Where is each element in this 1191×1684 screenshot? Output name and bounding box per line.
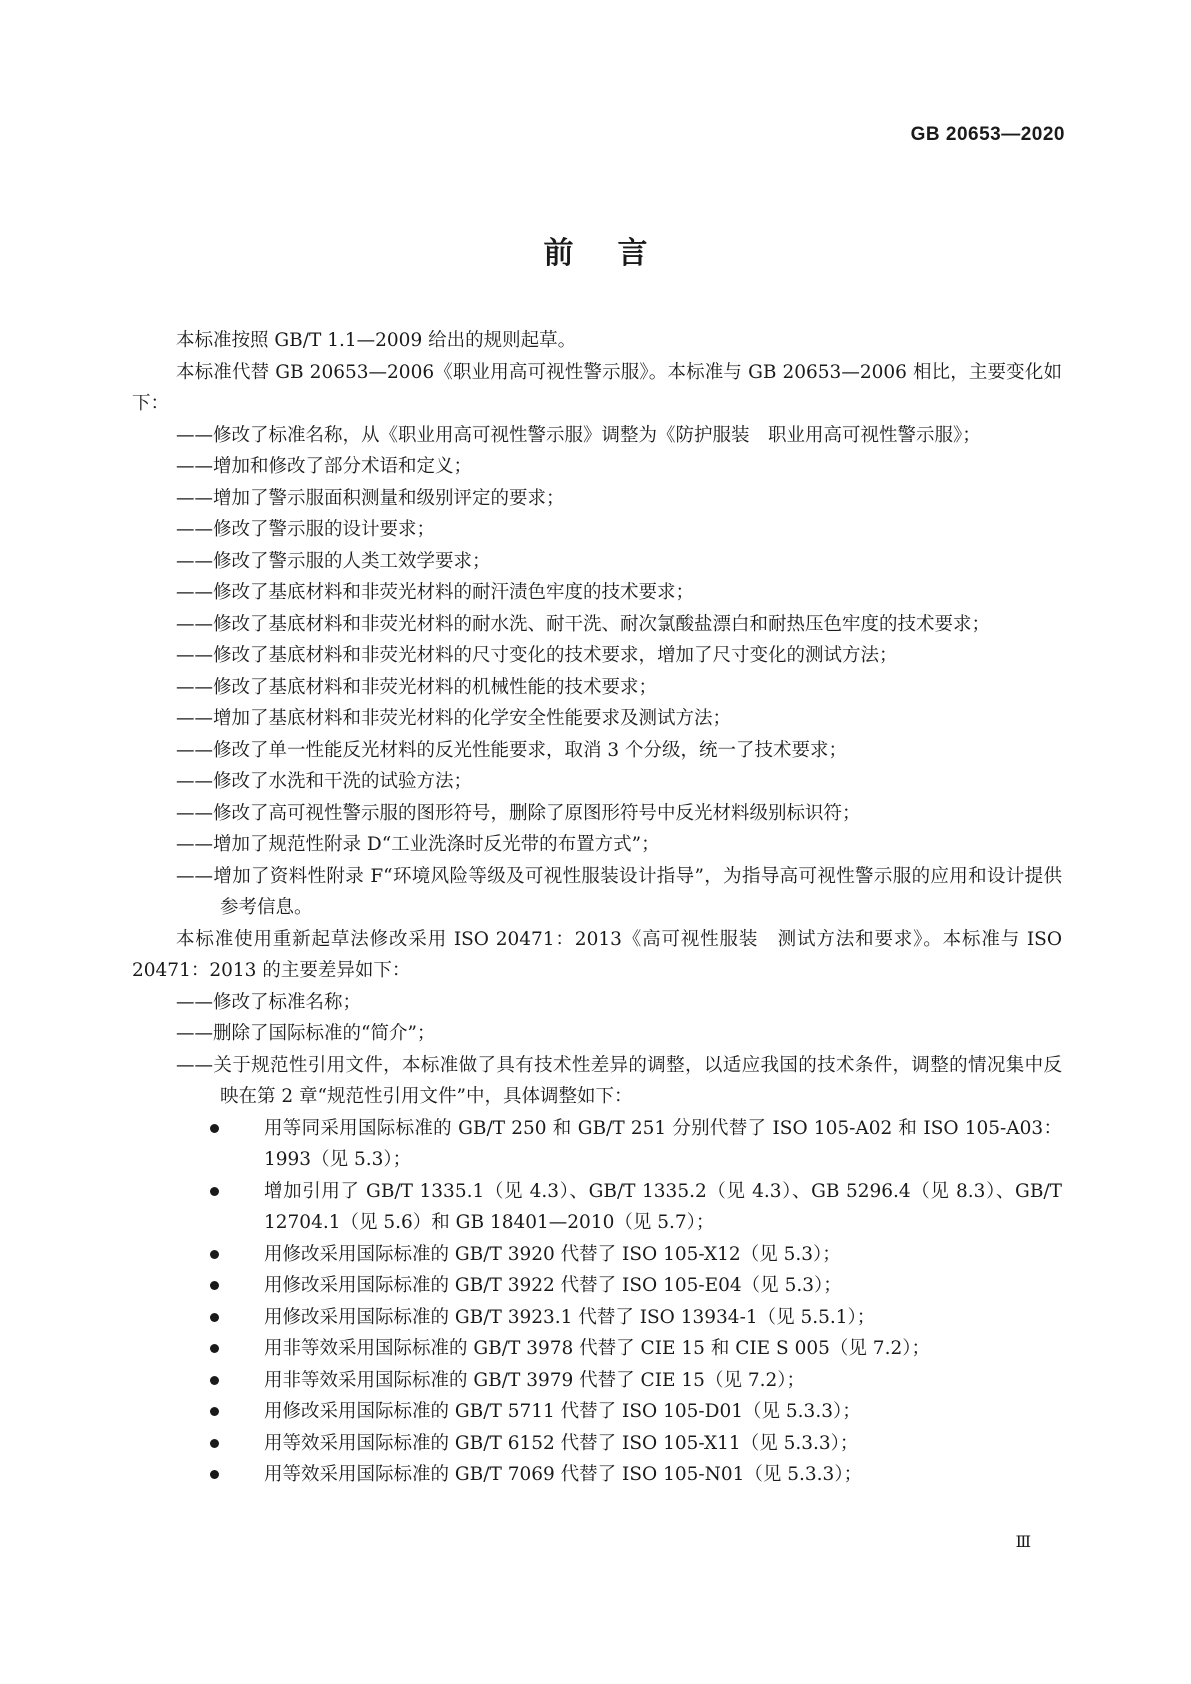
adjustment-text: 用非等效采用国际标准的 GB/T 3978 代替了 CIE 15 和 CIE S 005（见 7.2）；	[264, 1338, 930, 1359]
adjustment-item	[176, 1270, 1062, 1302]
bullet-icon	[210, 1187, 219, 1196]
adjustment-item	[176, 1365, 1062, 1397]
difference-item: ——关于规范性引用文件，本标准做了具有技术性差异的调整，以适应我国的技术条件，调整的情况集中反映在第 2 章“规范性引用文件”中，具体调整如下：	[176, 1054, 1062, 1107]
bullet-icon	[210, 1470, 219, 1479]
bullet-icon	[210, 1250, 219, 1259]
changes-list	[132, 420, 1062, 924]
document-body	[132, 325, 1062, 1491]
change-item: ——修改了单一性能反光材料的反光性能要求，取消 3 个分级，统一了技术要求；	[176, 739, 848, 761]
bullet-icon	[210, 1344, 219, 1353]
adjustment-text: 用修改采用国际标准的 GB/T 3920 代替了 ISO 105-X12（见 5.3）；	[264, 1243, 841, 1265]
adjustment-text: 增加引用了 GB/T 1335.1（见 4.3）、GB/T 1335.2（见 4.3）、GB 5296.4（见 8.3）、GB/T 12704.1（见 5.6）和 GB 18401—2010（见 5.7）；	[264, 1180, 1062, 1233]
change-item: ——修改了基底材料和非荧光材料的尺寸变化的技术要求，增加了尺寸变化的测试方法；	[176, 645, 898, 666]
adjustment-text: 用等效采用国际标准的 GB/T 6152 代替了 ISO 105-X11（见 5.3.3）；	[264, 1432, 859, 1454]
bullet-icon	[210, 1407, 219, 1416]
change-item: ——增加了基底材料和非荧光材料的化学安全性能要求及测试方法；	[176, 708, 732, 729]
change-item: ——增加了规范性附录 D“工业洗涤时反光带的布置方式”；	[176, 834, 660, 855]
adjustment-item	[176, 1302, 1062, 1334]
bullet-icon	[210, 1313, 219, 1322]
adjustment-item	[176, 1428, 1062, 1460]
adjustment-text: 用非等效采用国际标准的 GB/T 3979 代替了 CIE 15（见 7.2）；	[264, 1369, 805, 1391]
bullet-icon	[210, 1124, 219, 1133]
differences-list	[132, 987, 1062, 1113]
adjustment-text: 用等同采用国际标准的 GB/T 250 和 GB/T 251 分别代替了 ISO 105-A02 和 ISO 105-A03：1993（见 5.3）；	[264, 1117, 1062, 1170]
bullet-icon	[210, 1281, 219, 1290]
paragraph-iso-adoption: 本标准使用重新起草法修改采用 ISO 20471：2013《高可视性服装 测试方法和要求》。本标准与 ISO 20471：2013 的主要差异如下：	[132, 928, 1062, 981]
page-title: 前言	[543, 236, 692, 271]
change-item: ——增加了资料性附录 F“环境风险等级及可视性服装设计指导”，为指导高可视性警示服的应用和设计提供参考信息。	[176, 865, 1062, 918]
change-item: ——增加和修改了部分术语和定义；	[176, 456, 473, 477]
adjustment-text: 用修改采用国际标准的 GB/T 3923.1 代替了 ISO 13934-1（见 5.5.1）；	[264, 1306, 876, 1328]
paragraph-replaces: 本标准代替 GB 20653—2006《职业用高可视性警示服》。本标准与 GB 20653—2006 相比，主要变化如下：	[132, 361, 1062, 414]
adjustment-item	[176, 1113, 1062, 1176]
change-item: ——修改了基底材料和非荧光材料的耐汗渍色牢度的技术要求；	[176, 582, 695, 603]
change-item: ——增加了警示服面积测量和级别评定的要求；	[176, 487, 565, 509]
change-item: ——修改了高可视性警示服的图形符号，删除了原图形符号中反光材料级别标识符；	[176, 802, 861, 824]
change-item: ——修改了警示服的人类工效学要求；	[176, 550, 491, 572]
adjustment-text: 用修改采用国际标准的 GB/T 3922 代替了 ISO 105-E04（见 5.3）；	[264, 1275, 842, 1296]
standard-code: GB 20653—2020	[910, 124, 1065, 145]
bullet-icon	[210, 1439, 219, 1448]
adjustment-item	[176, 1239, 1062, 1271]
adjustment-text: 用等效采用国际标准的 GB/T 7069 代替了 ISO 105-N01（见 5.3.3）；	[264, 1464, 863, 1485]
page-number: Ⅲ	[1015, 1532, 1031, 1551]
change-item: ——修改了基底材料和非荧光材料的机械性能的技术要求；	[176, 676, 658, 698]
adjustment-item	[176, 1396, 1062, 1428]
adjustment-item	[176, 1176, 1062, 1239]
change-item: ——修改了基底材料和非荧光材料的耐水洗、耐干洗、耐次氯酸盐漂白和耐热压色牢度的技术要求；	[176, 613, 991, 635]
adjustment-item	[176, 1459, 1062, 1491]
bullet-icon	[210, 1376, 219, 1385]
adjustment-text: 用修改采用国际标准的 GB/T 5711 代替了 ISO 105-D01（见 5.3.3）；	[264, 1401, 861, 1422]
difference-item: ——修改了标准名称；	[176, 991, 362, 1013]
change-item: ——修改了水洗和干洗的试验方法；	[176, 771, 473, 792]
adjustment-item	[176, 1333, 1062, 1365]
paragraph-drafting-rules: 本标准按照 GB/T 1.1—2009 给出的规则起草。	[176, 330, 577, 351]
difference-item: ——删除了国际标准的“简介”；	[176, 1023, 436, 1044]
change-item: ——修改了标准名称，从《职业用高可视性警示服》调整为《防护服装 职业用高可视性警示服》；	[176, 424, 981, 446]
change-item: ——修改了警示服的设计要求；	[176, 519, 436, 540]
adjustments-list	[132, 1113, 1062, 1491]
